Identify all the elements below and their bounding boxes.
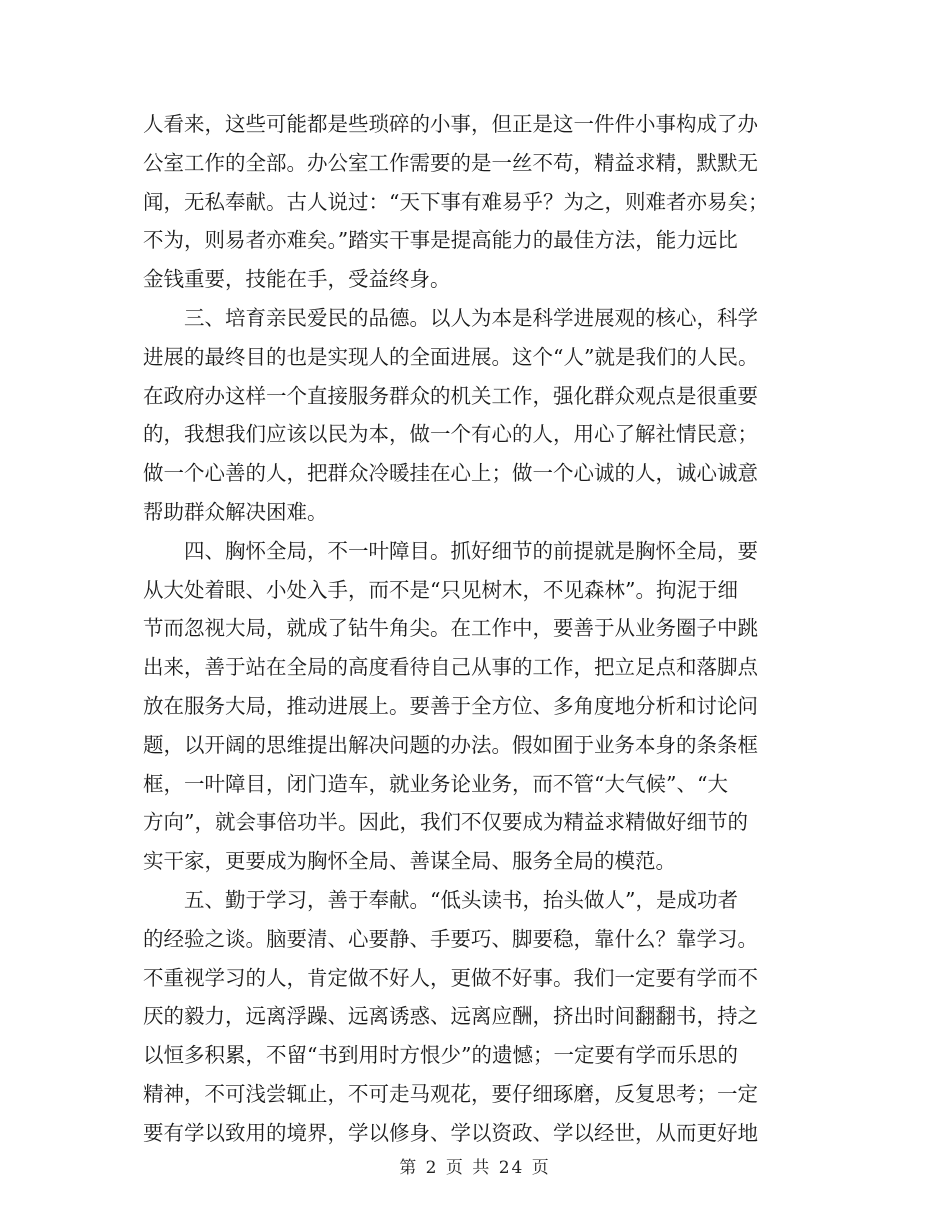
text-line: 的经验之谈。脑要清、心要静、手要巧、脚要稳，靠什么？靠学习。 (143, 926, 758, 951)
page-footer: 第 2 页 共 24 页 (399, 1158, 551, 1178)
text-line: 做一个心善的人，把群众冷暖挂在心上；做一个心诚的人，诚心诚意 (143, 461, 758, 486)
text-line: 厌的毅力，远离浮躁、远离诱惑、远离应酬，挤出时间翻翻书，持之 (143, 1004, 758, 1029)
paragraph-first-line: 五、勤于学习，善于奉献。“低头读书，抬头做人”，是成功者 (184, 887, 738, 912)
body-text (143, 105, 810, 1153)
text-line: 从大处着眼、小处入手，而不是“只见树木，不见森林”。拘泥于细 (143, 577, 738, 602)
paragraph-first-line: 三、培育亲民爱民的品德。以人为本是科学进展观的核心，科学 (184, 305, 758, 330)
text-line: 实干家，更要成为胸怀全局、善谋全局、服务全局的模范。 (143, 849, 676, 874)
text-line: 以恒多积累，不留“书到用时方恨少”的遗憾；一定要有学而乐思的 (143, 1043, 738, 1068)
text-line: 放在服务大局，推动进展上。要善于全方位、多角度地分析和讨论问 (143, 693, 758, 718)
text-line: 不为，则易者亦难矣。”踏实干事是提高能力的最佳方法，能力远比 (143, 228, 738, 253)
text-line: 人看来，这些可能都是些琐碎的小事，但正是这一件件小事构成了办 (143, 112, 758, 136)
text-line: 节而忽视大局，就成了钻牛角尖。在工作中，要善于从业务圈子中跳 (143, 616, 758, 641)
text-line: 要有学以致用的境界，学以修身、学以资政、学以经世，从而更好地 (143, 1120, 758, 1145)
text-line: 帮助群众解决困难。 (143, 499, 328, 524)
text-line: 精神，不可浅尝辄止，不可走马观花，要仔细琢磨，反复思考；一定 (143, 1081, 758, 1106)
text-line: 题，以开阔的思维提出解决问题的办法。假如囿于业务本身的条条框 (143, 732, 758, 757)
paragraph-first-line: 四、胸怀全局，不一叶障目。抓好细节的前提就是胸怀全局，要 (184, 538, 758, 563)
text-line: 的，我想我们应该以民为本，做一个有心的人，用心了解社情民意； (143, 422, 758, 447)
text-line: 出来，善于站在全局的高度看待自己从事的工作，把立足点和落脚点 (143, 655, 758, 680)
text-line: 方向”，就会事倍功半。因此，我们不仅要成为精益求精做好细节的 (143, 810, 748, 835)
text-line: 进展的最终目的也是实现人的全面进展。这个“人”就是我们的人民。 (143, 344, 759, 369)
text-line: 闻，无私奉献。古人说过：“天下事有难易乎？为之，则难者亦易矣； (143, 189, 769, 214)
text-line: 在政府办这样一个直接服务群众的机关工作，强化群众观点是很重要 (143, 383, 758, 408)
text-line: 金钱重要，技能在手，受益终身。 (143, 267, 451, 292)
text-line: 框，一叶障目，闭门造车，就业务论业务，而不管“大气候”、“大 (143, 771, 728, 796)
text-line: 不重视学习的人，肯定做不好人，更做不好事。我们一定要有学而不 (143, 965, 758, 990)
text-line: 公室工作的全部。办公室工作需要的是一丝不苟，精益求精，默默无 (143, 150, 758, 175)
